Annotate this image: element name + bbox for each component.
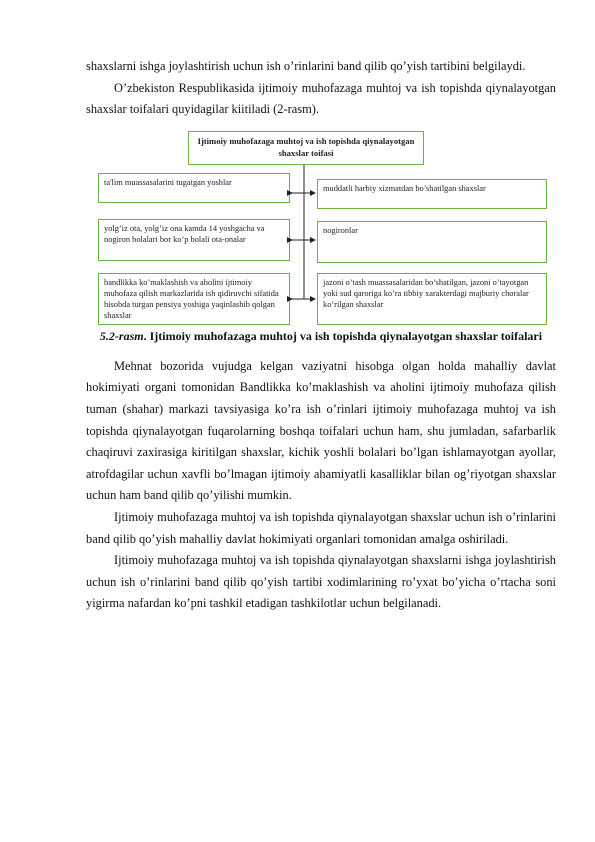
paragraph-intro: shaxslarni ishga joylashtirish uchun ish o’rinlarini band qilib qo’yish tartibini belgilaydi. bbox=[86, 59, 526, 73]
diagram-right-box-2: nogironlar bbox=[317, 221, 547, 263]
diagram-connectors bbox=[86, 127, 556, 327]
diagram-title-box: Ijtimoiy muhofazaga muhtoj va ish topishda qiynalayotgan shaxslar toifasi bbox=[188, 131, 424, 165]
paragraph-procedure: Ijtimoiy muhofazaga muhtoj va ish topishda qiynalayotgan shaxslarni ishga joylashtirish uchun ish o’rinlarini band qilib qo’yish tartibi xodimlarining ro’yxat bo’yicha o’rtacha soni yigirma nafardan ko’pni tashkil etadigan tashkilotlar uchun belgilanadi. bbox=[86, 553, 556, 611]
paragraph-reservation: Ijtimoiy muhofazaga muhtoj va ish topishda qiynalayotgan shaxslar uchun ish o’rinlarini band qilib qo’yish mahalliy davlat hokimiyati organlari tomonidan amalga oshiriladi. bbox=[86, 509, 556, 546]
paragraph-categories-intro: O’zbekiston Respublikasida ijtimoiy muhofazaga muhtoj va ish topishda qiynalayotgan shaxslar toifalari quyidagilar kiitiladi (2-rasm). bbox=[86, 80, 556, 117]
diagram-right-box-1: muddatli harbiy xizmatdan bo’shatilgan shaxslar bbox=[317, 179, 547, 209]
diagram-left-box-3: bandlikka ko’maklashish va aholini ijtimoiy muhofaza qilish markazlarida ish qidiruvchi sifatida hisobda turgan pensiya yoshiga yaqinlashib qolgan shaxslar bbox=[98, 273, 290, 325]
paragraph-labor-market: Mehnat bozorida vujudga kelgan vaziyatni hisobga olgan holda mahalliy davlat hokimiyati organi tomonidan Bandlikka ko’maklashish va aholini ijtimoiy muhofaza qilish tuman (shahar) markazi tavsiyasiga ko’ra ish o’rinlari ijtimoiy muhofazaga muhtoj va ish topishda qiynalayotgan fuqarolarning boshqa toifalari uchun ham, shu jumladan, safarbarlik chaqiruvi zaxirasiga kiritilgan shaxslar, kichik yoshli bolalari bo’lgan ishlamayotgan ayollar, atrofdagilar uchun xavfli bo’lmagan ijtimoiy ahamiyatli kasalliklar bilan og’riyotgan shaxslar uchun ham band qilib qo’yilishi mumkin. bbox=[86, 358, 556, 503]
figure-caption-text: . Ijtimoiy muhofazaga muhtoj va ish topishda qiynalayotgan shaxslar toifalari bbox=[143, 328, 543, 343]
diagram-left-box-1: ta'lim muassasalarini tugatgan yoshlar bbox=[98, 173, 290, 203]
figure-caption bbox=[86, 329, 556, 344]
diagram-left-box-2: yolg’iz ota, yolg’iz ona kamda 14 yoshgacha va nogiron bolalari bor ko’p bolali ota-onalar bbox=[98, 219, 290, 261]
document-page bbox=[86, 56, 556, 615]
categories-diagram bbox=[86, 127, 556, 327]
figure-number: 5.2-rasm bbox=[99, 328, 144, 343]
diagram-right-box-3: jazoni o’tash muassasalaridan bo’shatilgan, jazoni o’tayotgan yoki sud qaroriga ko’ra tibbiy xarakterdagi majburiy choralar ko’rilgan shaxslar bbox=[317, 273, 547, 325]
